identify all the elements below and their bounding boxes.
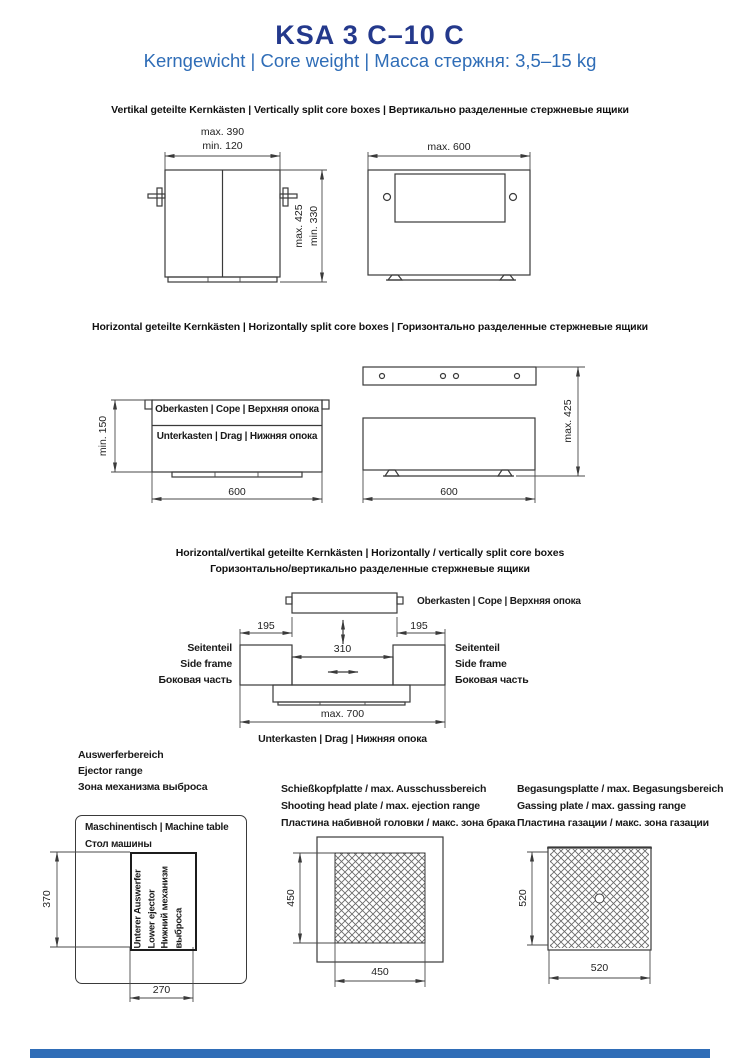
dim-310: 310 <box>333 643 352 655</box>
combo-cope-label: Oberkasten | Cope | Верхняя опока <box>417 596 581 607</box>
machine-table-label-line1: Maschinentisch | Machine table <box>85 822 229 833</box>
section-heading-vertical-split: Vertikal geteilte Kernkästen | Vertically split core boxes | Вертикально разделенные стержневые ящики <box>111 104 629 116</box>
page-subtitle: Kerngewicht | Core weight | Масса стержня: 3,5–15 kg <box>143 50 597 71</box>
cope-block <box>286 593 403 613</box>
side-frame-right-line3: Боковая часть <box>455 674 529 686</box>
gassing-plate-heading <box>517 781 723 832</box>
drag-box <box>363 418 535 476</box>
gassing-plate-heading-line3: Пластина газации / макс. зона газации <box>517 817 709 829</box>
footer-bar <box>30 1049 710 1058</box>
section-heading-horizontal-split: Horizontal geteilte Kernkästen | Horizontally split core boxes | Горизонтально разделенные стержневые ящики <box>91 321 649 333</box>
dim-270: 270 <box>152 984 171 996</box>
dim-450-height: 450 <box>285 889 297 907</box>
core-box-outline <box>165 170 280 282</box>
drag-pedestal <box>273 657 410 705</box>
dimension-lines <box>363 367 585 503</box>
gassing-plate-heading-line2: Gassing plate / max. gassing range <box>517 800 686 812</box>
machine-table-label-line2: Стол машины <box>85 839 152 850</box>
dim-height-min: min. 330 <box>308 205 320 247</box>
dim-height-max-side: max. 425 <box>562 399 574 443</box>
dim-370: 370 <box>41 890 53 908</box>
side-frame-left-line2: Side frame <box>180 658 232 670</box>
cope-plate <box>363 367 536 385</box>
side-frame-right-line2: Side frame <box>455 658 507 670</box>
side-frame-left-line3: Боковая часть <box>158 674 232 686</box>
dimension-lines <box>368 152 530 170</box>
section-heading-combo-line1: Horizontal/vertikal geteilte Kernkästen | Horizontally / vertically split core boxes <box>175 547 565 559</box>
dim-width: 600 <box>228 486 246 498</box>
ejector-heading <box>78 747 207 795</box>
dim-520-width: 520 <box>590 962 609 974</box>
dim-450-width: 450 <box>371 966 389 978</box>
dim-width-max-side: max. 600 <box>427 141 471 153</box>
section-heading-combo-line2: Горизонтально/вертикально разделенные стержневые ящики <box>210 563 530 575</box>
dim-height-min: min. 150 <box>97 415 109 457</box>
side-frame-right-line1: Seitenteil <box>455 642 500 654</box>
shooting-plate-heading-line1: Schießkopfplatte / max. Ausschussbereich <box>281 783 487 795</box>
dim-520-height: 520 <box>517 889 529 907</box>
shooting-plate-heading-line3: Пластина набивной головки / макс. зона брака <box>281 817 516 829</box>
dim-width-min: min. 120 <box>202 140 243 152</box>
side-frame-label-right <box>455 640 627 688</box>
shooting-plate-heading <box>281 781 515 832</box>
side-frame-left-line1: Seitenteil <box>187 642 232 654</box>
shooting-plate-heading-line2: Shooting head plate / max. ejection range <box>281 800 480 812</box>
ejector-heading-line1: Auswerferbereich <box>78 749 164 761</box>
ejector-heading-line2: Ejector range <box>78 765 143 777</box>
drag-label: Unterkasten | Drag | Нижняя опока <box>156 431 318 442</box>
dim-700: max. 700 <box>320 708 365 720</box>
lower-ejector-label-line1: Unterer Auswerfer <box>132 869 144 949</box>
core-box-outline <box>368 170 530 280</box>
lower-ejector-label-line3: Нижний механизм <box>159 866 171 949</box>
cope-label: Oberkasten | Cope | Верхняя опока <box>155 404 319 415</box>
dimension-lines-700 <box>240 685 445 728</box>
dim-width-side: 600 <box>440 486 458 498</box>
combo-drag-label: Unterkasten | Drag | Нижняя опока <box>258 733 427 745</box>
lower-ejector-label-line4: выброса <box>173 907 184 949</box>
ejector-heading-line3: Зона механизма выброса <box>78 781 208 793</box>
side-frame-label-left <box>60 640 232 688</box>
lower-ejector-label <box>129 854 195 949</box>
page-title: KSA 3 C–10 C <box>275 20 465 50</box>
dim-width-max: max. 390 <box>200 126 245 138</box>
gassing-plate-heading-line1: Begasungsplatte / max. Begasungsbereich <box>517 783 724 795</box>
center-hole <box>595 894 604 903</box>
ejection-area-hatch <box>335 853 425 943</box>
lower-ejector-label-line2: Lower ejector <box>146 889 157 949</box>
dim-195-left: 195 <box>257 620 275 632</box>
dim-height-max: max. 425 <box>293 204 305 248</box>
dim-195-right: 195 <box>410 620 428 632</box>
